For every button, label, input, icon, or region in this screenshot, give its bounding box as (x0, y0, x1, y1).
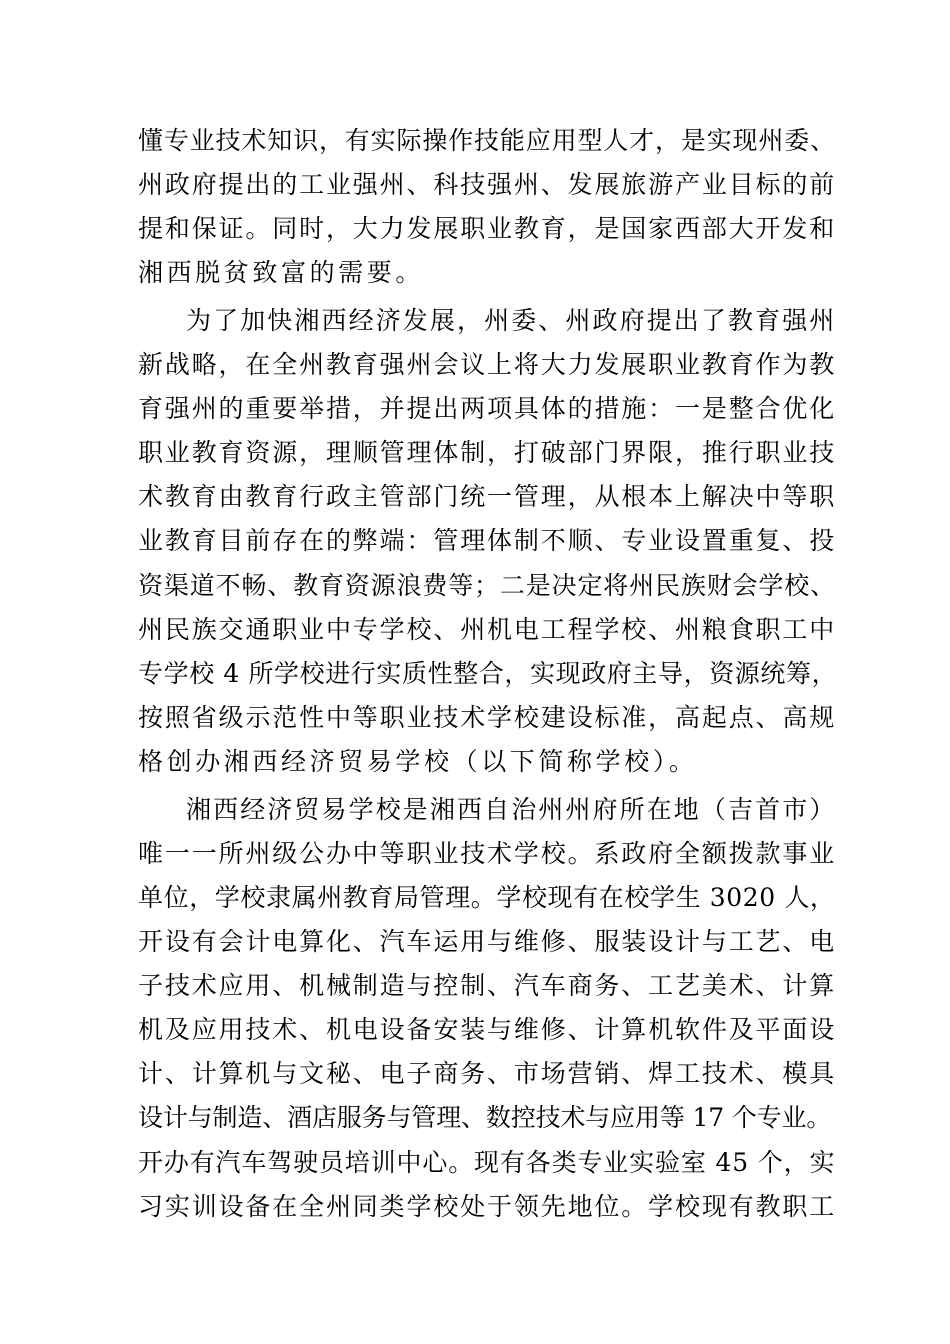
text-line: 专学校 4 所学校进行实质性整合，实现政府主导，资源统筹， (138, 659, 838, 688)
text-line: 开办有汽车驾驶员培训中心。现有各类专业实验室 45 个，实 (138, 1148, 836, 1177)
text-line: 计、计算机与文秘、电子商务、市场营销、焊工技术、模具 (138, 1059, 837, 1088)
text-line: 州政府提出的工业强州、科技强州、发展旅游产业目标的前 (138, 170, 837, 199)
text-line: 按照省级示范性中等职业技术学校建设标准，高起点、高规 (138, 703, 837, 732)
text-line: 职业教育资源，理顺管理体制，打破部门界限，推行职业技 (138, 438, 837, 467)
text-line: 单位，学校隶属州教育局管理。学校现有在校学生 3020 人， (138, 883, 836, 912)
text-line: 开设有会计电算化、汽车运用与维修、服装设计与工艺、电 (138, 927, 837, 956)
text-line: 设计与制造、酒店服务与管理、数控技术与应用等 17 个专业。 (138, 1103, 832, 1132)
text-line: 术教育由教育行政主管部门统一管理，从根本上解决中等职 (138, 482, 837, 511)
text-line: 机及应用技术、机电设备安装与维修、计算机软件及平面设 (138, 1015, 837, 1044)
text-line: 资渠道不畅、教育资源浪费等；二是决定将州民族财会学校、 (138, 571, 836, 600)
text-line: 格创办湘西经济贸易学校（以下简称学校）。 (138, 747, 698, 776)
text-line: 唯一一所州级公办中等职业技术学校。系政府全额拨款事业 (138, 839, 837, 868)
text-line: 州民族交通职业中专学校、州机电工程学校、州粮食职工中 (138, 615, 837, 644)
text-line: 湘西脱贫致富的需要。 (138, 258, 425, 287)
paragraph-start-line: 为了加快湘西经济发展，州委、州政府提出了教育强州 (186, 306, 837, 335)
text-line: 育强州的重要举措，并提出两项具体的措施：一是整合优化 (138, 394, 837, 423)
text-line: 子技术应用、机械制造与控制、汽车商务、工艺美术、计算 (138, 971, 837, 1000)
text-line: 业教育目前存在的弊端：管理体制不顺、专业设置重复、投 (138, 526, 837, 555)
text-line: 新战略，在全州教育强州会议上将大力发展职业教育作为教 (138, 350, 837, 379)
text-line: 习实训设备在全州同类学校处于领先地位。学校现有教职工 (138, 1192, 837, 1221)
text-line: 懂专业技术知识，有实际操作技能应用型人才，是实现州委、 (138, 126, 836, 155)
text-line: 提和保证。同时，大力发展职业教育，是国家西部大开发和 (138, 214, 837, 243)
paragraph-start-line: 湘西经济贸易学校是湘西自治州州府所在地（吉首市） (186, 795, 837, 824)
